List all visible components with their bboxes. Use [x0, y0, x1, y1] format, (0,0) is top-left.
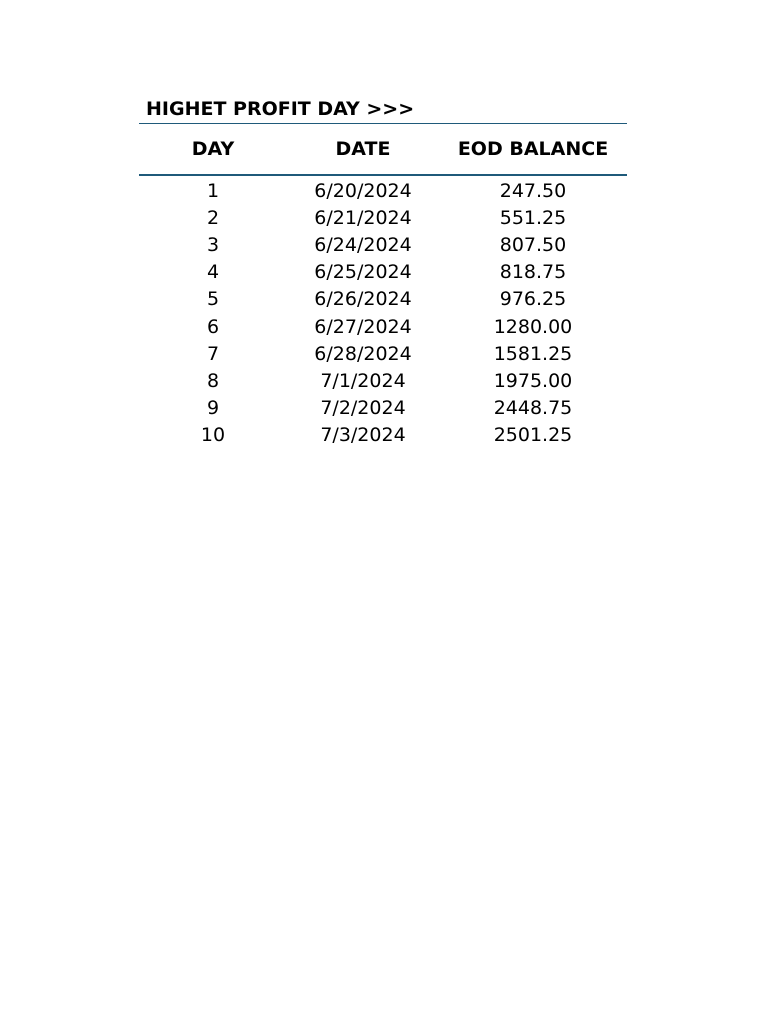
header-date: DATE [335, 138, 391, 160]
cell-day: 3 [206, 233, 220, 256]
cell-balance: 1280.00 [493, 315, 573, 338]
table-row [139, 367, 627, 394]
cell-balance: 818.75 [499, 261, 567, 284]
cell-balance: 1975.00 [493, 369, 573, 392]
cell-date: 6/25/2024 [314, 261, 412, 284]
cell-date: 6/26/2024 [314, 288, 412, 311]
table-row [139, 259, 627, 286]
cell-date: 6/21/2024 [314, 206, 412, 229]
cell-date: 7/1/2024 [320, 369, 406, 392]
table-row [139, 177, 627, 204]
cell-day: 4 [206, 261, 220, 284]
table-header [139, 124, 627, 176]
cell-balance: 2501.25 [493, 424, 573, 447]
cell-day: 2 [206, 206, 220, 229]
cell-day: 9 [206, 397, 220, 420]
cell-day: 5 [206, 288, 220, 311]
cell-day: 7 [206, 342, 220, 365]
table-row [139, 313, 627, 340]
profit-table [139, 96, 627, 449]
table-row [139, 231, 627, 258]
table-title: HIGHET PROFIT DAY >>> [139, 96, 627, 124]
cell-balance: 976.25 [499, 288, 567, 311]
table-row [139, 204, 627, 231]
cell-balance: 807.50 [499, 233, 567, 256]
header-eod-balance: EOD BALANCE [457, 138, 609, 160]
cell-day: 1 [206, 179, 220, 202]
table-row [139, 340, 627, 367]
cell-date: 6/24/2024 [314, 233, 412, 256]
cell-date: 6/27/2024 [314, 315, 412, 338]
cell-day: 10 [200, 424, 226, 447]
cell-balance: 2448.75 [493, 397, 573, 420]
table-body [139, 176, 627, 449]
table-row [139, 395, 627, 422]
cell-date: 6/28/2024 [314, 342, 412, 365]
cell-balance: 247.50 [499, 179, 567, 202]
header-day: DAY [191, 138, 235, 160]
cell-day: 8 [206, 369, 220, 392]
cell-balance: 1581.25 [493, 342, 573, 365]
cell-date: 6/20/2024 [314, 179, 412, 202]
table-row [139, 422, 627, 449]
cell-date: 7/2/2024 [320, 397, 406, 420]
cell-balance: 551.25 [499, 206, 567, 229]
cell-date: 7/3/2024 [320, 424, 406, 447]
table-row [139, 286, 627, 313]
cell-day: 6 [206, 315, 220, 338]
